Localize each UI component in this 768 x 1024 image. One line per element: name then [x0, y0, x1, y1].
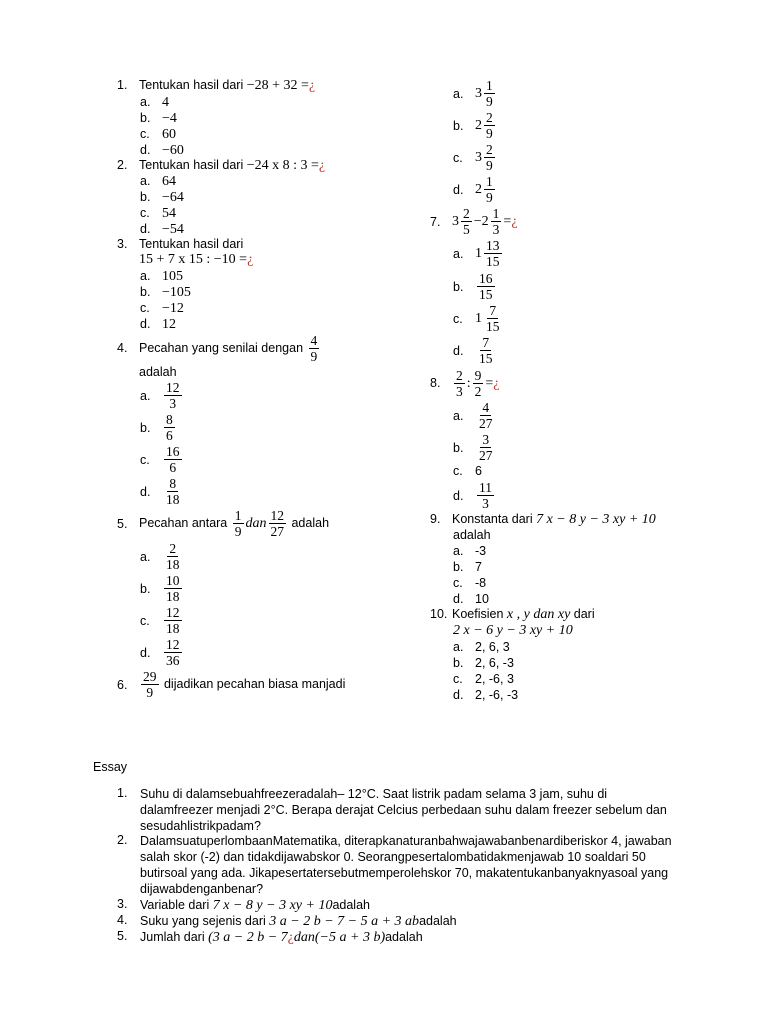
fraction: $\frac{2}{18}$: [166, 541, 180, 572]
math-expression: 7 x − 8 y − 3 xy + 10: [536, 512, 656, 527]
section-title: Essay: [93, 760, 128, 774]
mixed-fraction: 3 $\frac{2}{9}$: [475, 142, 493, 173]
missing-char-mark: ¿: [493, 375, 500, 391]
math-expression: 15 + 7 x 15 : −10 =: [139, 252, 248, 267]
mixed-fraction: 2 $\frac{2}{9}$: [475, 110, 493, 141]
fraction: $\frac{3}{27}$: [479, 432, 493, 463]
fraction: $\frac{16}{6}$: [166, 444, 180, 475]
question-number: 1.: [117, 78, 128, 92]
question-number: 3.: [117, 237, 128, 251]
question-text: Pecahan antara: [139, 515, 228, 530]
question-number: 5.: [117, 517, 128, 531]
fraction: $\frac{11}{3}$: [479, 480, 492, 511]
fraction: $\frac{12}{3}$: [166, 380, 180, 411]
math-expression: −24 x 8 : 3 =: [246, 158, 319, 173]
mixed-fraction: 2 $\frac{1}{9}$: [475, 174, 493, 205]
fraction: $\frac{12}{27}$: [270, 508, 284, 539]
mixed-fraction: 1 $\frac{7}{15}$: [475, 303, 500, 334]
question-number: 8.: [430, 376, 441, 390]
question-text: Tentukan hasil dari: [139, 158, 244, 172]
fraction: $\frac{1}{9}$: [234, 508, 242, 539]
math-expression: −28 + 32 =: [246, 78, 309, 93]
question-text-cont: adalah: [453, 528, 491, 542]
question-text: Koefisien: [452, 607, 504, 621]
question-text: Tentukan hasil dari: [139, 237, 244, 251]
fraction: $\frac{10}{18}$: [166, 573, 180, 604]
question-text: Pecahan yang senilai dengan: [139, 340, 304, 355]
mixed-fraction: 1 $\frac{13}{15}$: [475, 238, 500, 269]
fraction: $\frac{8}{18}$: [166, 476, 180, 507]
question-number: 7.: [430, 215, 441, 229]
fraction: $\frac{16}{15}$: [479, 271, 493, 302]
fraction: $\frac{12}{18}$: [166, 605, 180, 636]
question-number: 10.: [430, 607, 448, 621]
math-expression: 3 $\frac{2}{5}$ − 2 $\frac{1}{3}$ = ¿: [452, 206, 518, 237]
fraction: $\frac{4}{27}$: [479, 400, 493, 431]
question-text: Tentukan hasil dari: [139, 78, 244, 92]
math-expression: 2 x − 6 y − 3 xy + 10: [453, 623, 573, 638]
missing-char-mark: ¿: [247, 252, 254, 267]
fraction: $\frac{12}{36}$: [166, 637, 180, 668]
question-number: 9.: [430, 512, 441, 526]
question-text-cont: adalah: [139, 365, 177, 379]
question-number: 2.: [117, 158, 128, 172]
missing-char-mark: ¿: [308, 78, 316, 93]
math-expression: $\frac{2}{3}$ : $\frac{9}{2}$ = ¿: [456, 368, 500, 399]
fraction: $\frac{29}{9}$: [143, 669, 157, 700]
mixed-fraction: 3 $\frac{1}{9}$: [475, 78, 493, 109]
missing-char-mark: ¿: [318, 158, 326, 173]
question-number: 6.: [117, 678, 128, 692]
question-number: 4.: [117, 341, 128, 355]
question-text: Konstanta dari: [452, 512, 533, 526]
fraction: $\frac{7}{15}$: [479, 335, 493, 366]
fraction: $\frac{4}{9}$: [310, 333, 318, 364]
math-expression: x , y dan xy: [506, 607, 571, 622]
missing-char-mark: ¿: [511, 213, 518, 229]
fraction: $\frac{8}{6}$: [166, 412, 173, 443]
question-text: dijadikan pecahan biasa manjadi: [163, 676, 346, 691]
